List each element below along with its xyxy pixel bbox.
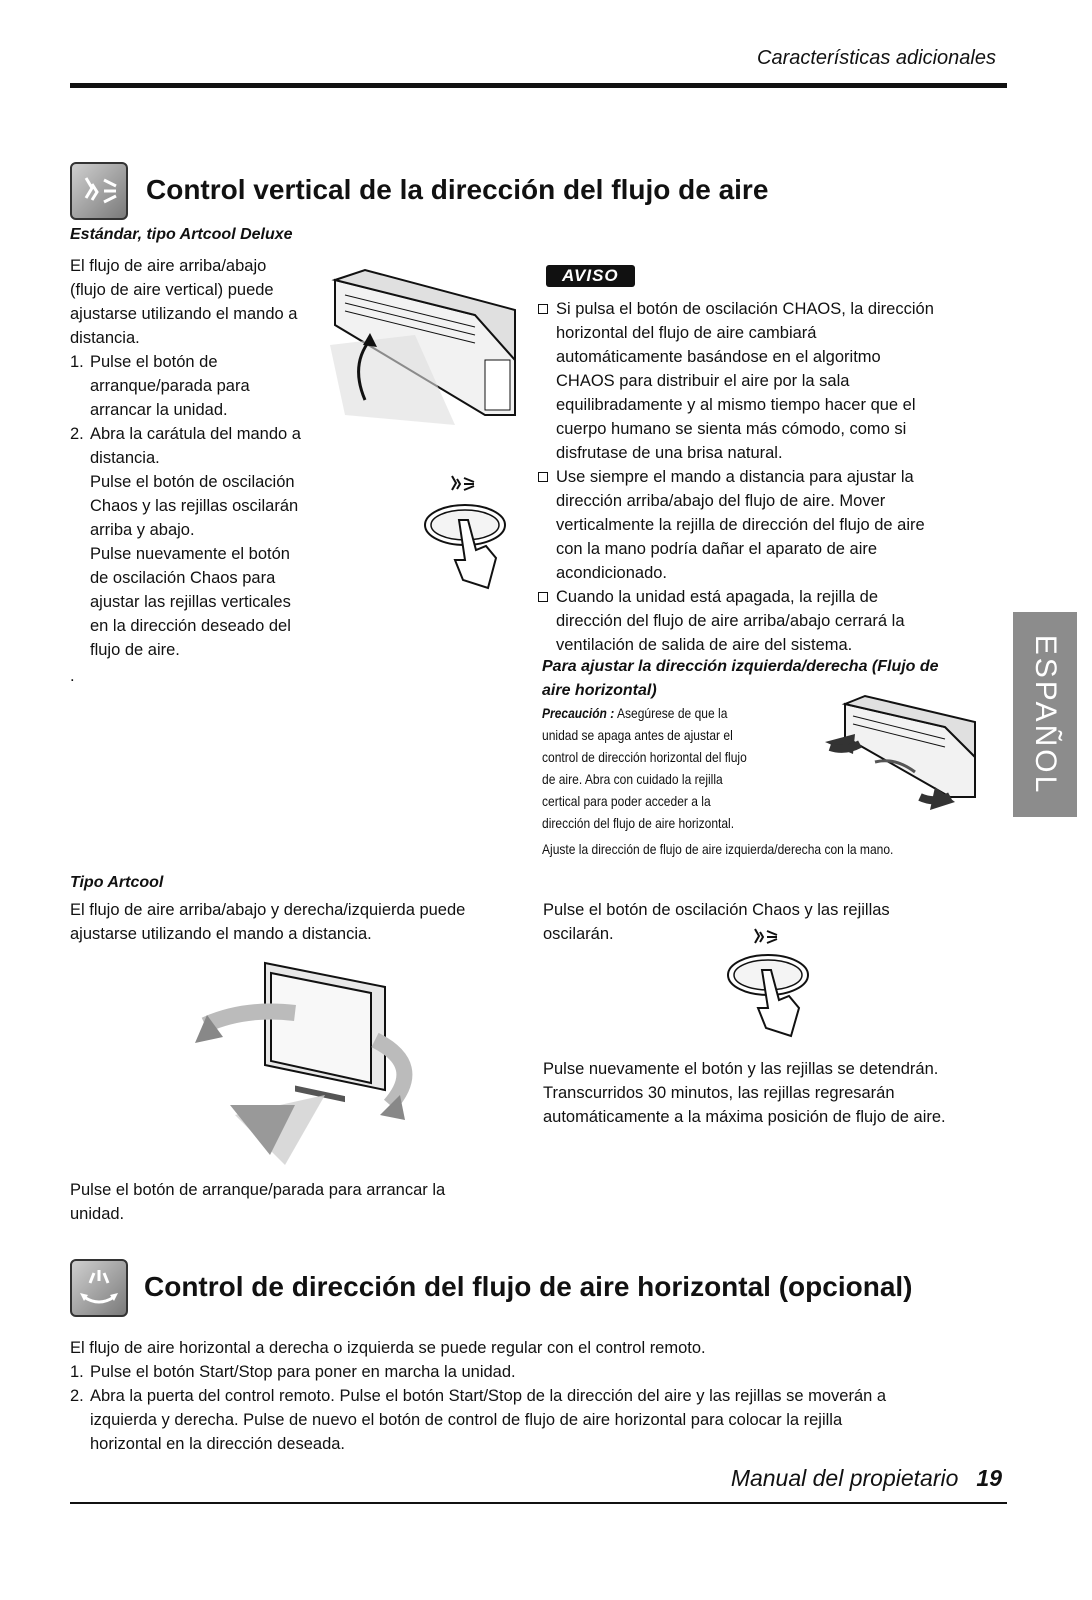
- artcool-line: unidad.: [70, 1205, 125, 1223]
- step-number: 1.: [70, 1363, 84, 1381]
- stray-dot: .: [70, 667, 75, 685]
- aviso-line: dirección arriba/abajo del flujo de aire. Mover: [556, 492, 886, 510]
- caution-line: dirección del flujo de aire horizontal.: [542, 815, 735, 831]
- step-line: flujo de aire.: [90, 641, 180, 659]
- vertical-swing-icon: [70, 162, 128, 220]
- section2-title: Control de dirección del flujo de aire horizontal (opcional): [144, 1271, 913, 1302]
- remote-button-illustration: [420, 470, 520, 595]
- artcool-start: [70, 1178, 530, 1226]
- artcool-line: Transcurridos 30 minutos, las rejillas regresarán: [543, 1084, 895, 1102]
- artcool-line: El flujo de aire arriba/abajo y derecha/izquierda puede: [70, 901, 466, 919]
- section1-title: Control vertical de la dirección del flujo de aire: [146, 174, 769, 205]
- step-line: distancia.: [90, 449, 160, 467]
- section2-steps: [70, 1360, 1000, 1456]
- intro-line: El flujo de aire arriba/abajo: [70, 257, 267, 275]
- step-line: Pulse nuevamente el botón: [90, 545, 290, 563]
- adjust-by-hand-text: Ajuste la dirección de flujo de aire izquierda/derecha con la mano.: [542, 841, 894, 857]
- aviso-line: ventilación de salida de aire del sistema.: [556, 636, 853, 654]
- step-item: [70, 1360, 1000, 1384]
- step-line: Pulse el botón de oscilación: [90, 473, 295, 491]
- step-line: Pulse el botón Start/Stop para poner en marcha la unidad.: [90, 1363, 516, 1381]
- aviso-line: Si pulsa el botón de oscilación CHAOS, la dirección: [556, 300, 934, 318]
- aviso-line: dirección del flujo de aire arriba/abajo cerrará la: [556, 612, 905, 630]
- aviso-line: Use siempre el mando a distancia para ajustar la: [556, 468, 914, 486]
- step-number: 2.: [70, 1387, 84, 1405]
- remote-button-illustration-2: [723, 925, 823, 1040]
- caution-label: Precaución :: [542, 705, 615, 721]
- caution-line: de aire. Abra con cuidado la rejilla: [542, 771, 723, 787]
- artcool-line: oscilarán.: [543, 925, 614, 943]
- step-line: ajustar las rejillas verticales: [90, 593, 291, 611]
- step-item: [70, 350, 340, 422]
- aviso-line: con la mano podría dañar el aparato de aire: [556, 540, 878, 558]
- artcool-subtitle: Tipo Artcool: [70, 874, 164, 891]
- checkbox-bullet-icon: [538, 592, 548, 602]
- step-line: Abra la puerta del control remoto. Pulse el botón Start/Stop de la dirección del aire y las rejillas se moverán a: [90, 1387, 887, 1405]
- step-line: Pulse el botón de: [90, 353, 218, 371]
- aviso-item: [536, 297, 996, 465]
- intro-line: distancia.: [70, 329, 140, 347]
- artcool-line: ajustarse utilizando el mando a distancia.: [70, 925, 372, 943]
- step-line: izquierda y derecha. Pulse de nuevo el botón de control de flujo de aire horizontal para colocar la rejilla: [90, 1411, 843, 1429]
- aviso-item: [536, 585, 996, 657]
- caution-text: [542, 702, 809, 834]
- footer-rule: [70, 1502, 1007, 1504]
- caution-line: control de dirección horizontal del flujo: [542, 749, 747, 765]
- note-title-line: aire horizontal): [542, 682, 657, 699]
- artcool-line: Pulse nuevamente el botón y las rejillas se detendrán.: [543, 1060, 939, 1078]
- intro-line: ajustarse utilizando el mando a: [70, 305, 298, 323]
- step-line: arranque/parada para: [90, 377, 250, 395]
- step-line: en la dirección deseado del: [90, 617, 291, 635]
- aviso-line: horizontal del flujo de aire cambiará: [556, 324, 817, 342]
- step-item: [70, 1384, 1000, 1456]
- caution-line: unidad se apaga antes de ajustar el: [542, 727, 733, 743]
- aviso-notes: [536, 297, 996, 657]
- artcool-unit-illustration: [175, 955, 425, 1170]
- step-number: 2.: [70, 425, 84, 443]
- horizontal-swing-icon: [70, 1259, 128, 1317]
- aviso-list: [536, 297, 996, 657]
- step-line: arriba y abajo.: [90, 521, 195, 539]
- step-line: Chaos y las rejillas oscilarán: [90, 497, 299, 515]
- footer-title: Manual del propietario: [730, 1465, 959, 1491]
- step-number: 1.: [70, 353, 84, 371]
- section2-intro: El flujo de aire horizontal a derecha o izquierda se puede regular con el control remoto.: [70, 1339, 706, 1357]
- caution-line: Asegúrese de que la: [614, 705, 728, 721]
- step-line: Abra la carátula del mando a: [90, 425, 301, 443]
- artcool-again: [543, 1057, 1013, 1129]
- aviso-line: equilibradamente y al mismo tiempo hacer que el: [556, 396, 916, 414]
- step-line: de oscilación Chaos para: [90, 569, 276, 587]
- intro-line: (flujo de aire vertical) puede: [70, 281, 274, 299]
- swing-icon: [452, 476, 474, 490]
- aviso-line: cuerpo humano se sienta más cómodo, como si: [556, 420, 907, 438]
- aviso-item: [536, 465, 996, 585]
- artcool-line: Pulse el botón de oscilación Chaos y las rejillas: [543, 901, 890, 919]
- step-line: arrancar la unidad.: [90, 401, 228, 419]
- step2-continuation: [70, 470, 340, 662]
- language-tab-label: ESPAÑOL: [1029, 634, 1062, 795]
- aviso-line: Cuando la unidad está apagada, la rejilla de: [556, 588, 878, 606]
- caution-line: certical para poder acceder a la: [542, 793, 711, 809]
- aviso-line: automáticamente basándose en el algoritmo: [556, 348, 881, 366]
- aviso-label: AVISO: [546, 265, 635, 287]
- checkbox-bullet-icon: [538, 472, 548, 482]
- section-header: Características adicionales: [757, 47, 996, 69]
- checkbox-bullet-icon: [538, 304, 548, 314]
- section2-body: [70, 1336, 1000, 1456]
- horizontal-louver-illustration: [825, 692, 985, 817]
- section1-subtitle: Estándar, tipo Artcool Deluxe: [70, 226, 293, 243]
- artcool-intro: [70, 898, 540, 946]
- air-conditioner-illustration: [325, 265, 525, 425]
- artcool-line: automáticamente a la máxima posición de flujo de aire.: [543, 1108, 946, 1126]
- aviso-line: disfrutase de una brisa natural.: [556, 444, 783, 462]
- aviso-line: acondicionado.: [556, 564, 668, 582]
- page-footer: [731, 1465, 1002, 1492]
- section1-instructions: [70, 254, 340, 688]
- artcool-line: Pulse el botón de arranque/parada para arrancar la: [70, 1181, 446, 1199]
- step-line: horizontal en la dirección deseada.: [90, 1435, 346, 1453]
- header-rule: [70, 83, 1007, 88]
- language-tab: [1013, 612, 1077, 817]
- steps-list: [70, 350, 340, 470]
- note-title-line: Para ajustar la dirección izquierda/derecha (Flujo de: [542, 658, 939, 675]
- step-item: [70, 422, 340, 470]
- page-number: 19: [976, 1465, 1002, 1491]
- aviso-line: verticalmente la rejilla de dirección del flujo de aire: [556, 516, 925, 534]
- aviso-line: CHAOS para distribuir el aire por la sala: [556, 372, 850, 390]
- swing-icon: [755, 929, 777, 943]
